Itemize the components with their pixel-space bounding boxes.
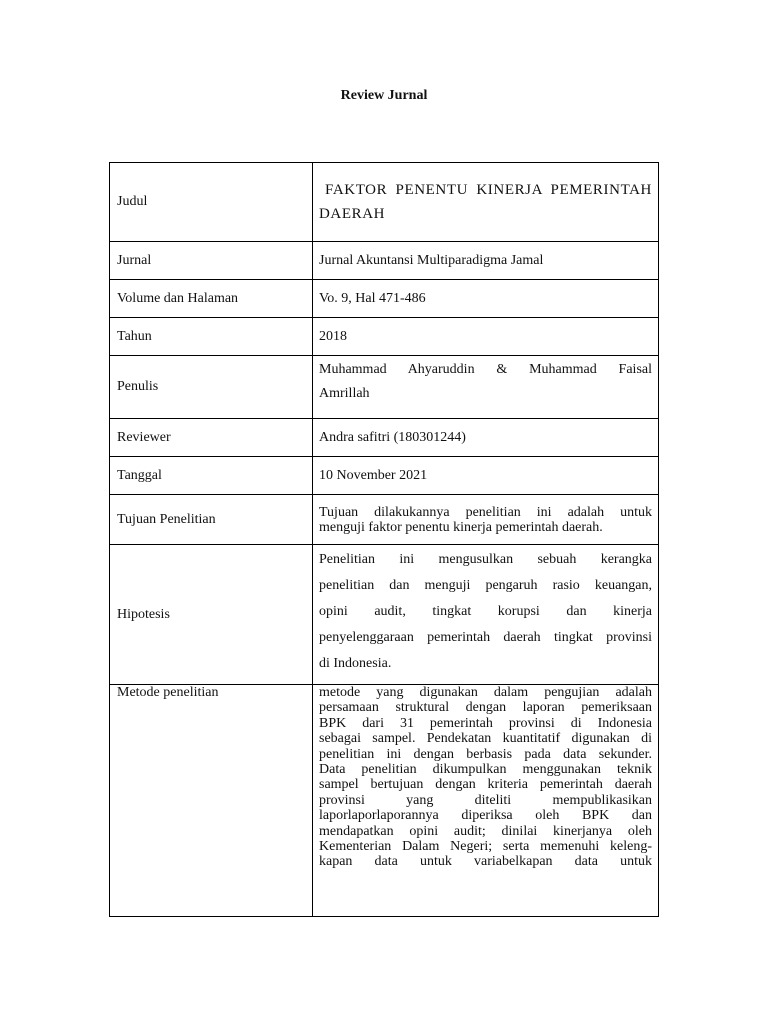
row-value: 10 November 2021 (313, 457, 659, 495)
row-value (313, 685, 659, 917)
row-label: Tahun (110, 318, 313, 356)
hipotesis-line: Penelitian ini mengusulkan sebuah kerangka (319, 552, 652, 567)
page-title: Review Jurnal (340, 88, 428, 103)
row-value (313, 545, 659, 685)
tujuan-line: menguji faktor penentu kinerja pemerintah daerah. (319, 519, 603, 535)
row-label: Judul (110, 163, 313, 242)
table-row-reviewer (110, 419, 659, 457)
metode-line: provinsi yang diteliti mempublikasikan (319, 792, 652, 808)
row-value (313, 356, 659, 419)
hipotesis-line: di Indonesia. (319, 656, 392, 671)
table-row-metode (110, 685, 659, 917)
hipotesis-line: penyelenggaraan pemerintah daerah tingkat provinsi (319, 630, 652, 645)
metode-line: mendapatkan opini audit; dinilai kinerjanya oleh (319, 823, 652, 839)
row-value (313, 495, 659, 545)
table-row-judul (110, 163, 659, 242)
table-row-tanggal (110, 457, 659, 495)
metode-line: Data penelitian dikumpulkan menggunakan teknik (319, 762, 652, 778)
metode-line: sampel bertujuan dengan kriteria pemerintah daerah (319, 777, 652, 793)
table-row-penulis (110, 356, 659, 419)
row-value: Andra safitri (180301244) (313, 419, 659, 457)
table-row-tahun (110, 318, 659, 356)
judul-line: FAKTOR PENENTU KINERJA PEMERINTAH (325, 182, 652, 198)
table-row-jurnal (110, 242, 659, 280)
row-value: Jurnal Akuntansi Multiparadigma Jamal (313, 242, 659, 280)
table-row-tujuan (110, 495, 659, 545)
table-row-volume (110, 280, 659, 318)
judul-line: DAERAH (319, 206, 386, 222)
row-value: Vo. 9, Hal 471-486 (313, 280, 659, 318)
metode-line: laporlaporlaporannya diperiksa oleh BPK dan (319, 808, 652, 824)
row-label: Hipotesis (110, 545, 313, 685)
penulis-line: Muhammad Ahyaruddin & Muhammad Faisal (319, 362, 652, 377)
metode-line: kapan data untuk variabelkapan data untuk (319, 854, 652, 870)
row-value: 2018 (313, 318, 659, 356)
row-label: Reviewer (110, 419, 313, 457)
penulis-line: Amrillah (319, 386, 370, 401)
row-label: Metode penelitian (110, 685, 313, 917)
row-value (313, 163, 659, 242)
row-label: Tanggal (110, 457, 313, 495)
metode-line: penelitian ini dengan berbasis pada data sekunder. (319, 746, 652, 762)
metode-line: metode yang digunakan dalam pengujian adalah (319, 685, 652, 700)
row-label: Jurnal (110, 242, 313, 280)
row-label: Volume dan Halaman (110, 280, 313, 318)
row-label: Tujuan Penelitian (110, 495, 313, 545)
row-label: Penulis (110, 356, 313, 419)
review-table (109, 162, 659, 917)
hipotesis-line: penelitian dan menguji pengaruh rasio keuangan, (319, 578, 652, 593)
table-row-hipotesis (110, 545, 659, 685)
metode-line: persamaan struktural dengan laporan pemeriksaan (319, 700, 652, 716)
hipotesis-line: opini audit, tingkat korupsi dan kinerja (319, 604, 652, 619)
metode-line: sebagai sampel. Pendekatan kuantitatif digunakan di (319, 731, 652, 747)
tujuan-line: Tujuan dilakukannya penelitian ini adalah untuk (319, 504, 652, 520)
metode-line: BPK dari 31 pemerintah provinsi di Indonesia (319, 715, 652, 731)
metode-line: Kementerian Dalam Negeri; serta memenuhi keleng- (319, 839, 652, 855)
